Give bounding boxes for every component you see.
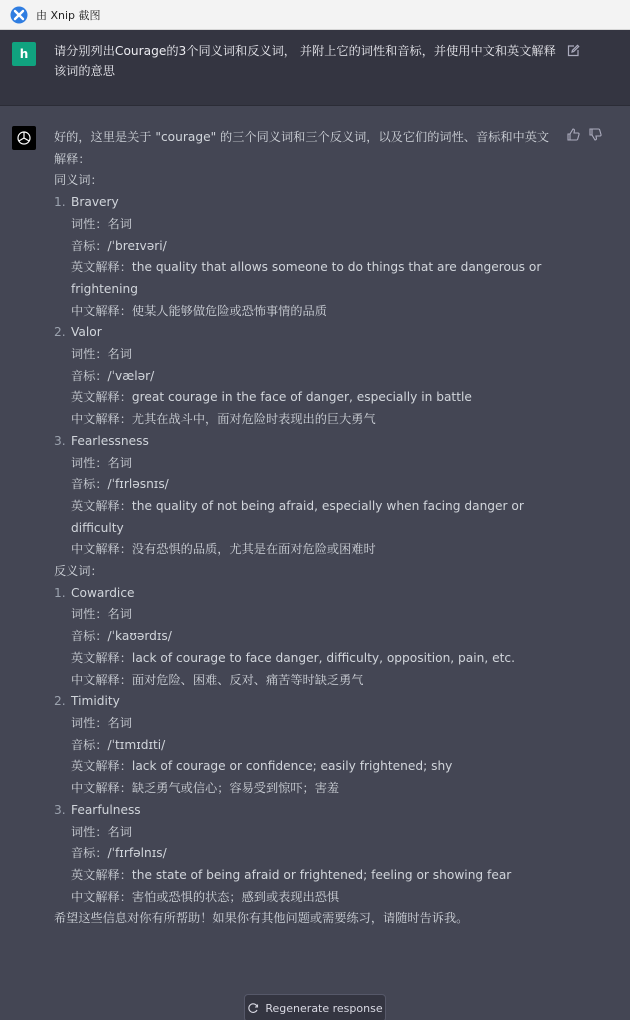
phonetic: 音标：/ˈkaʊərdɪs/ (71, 629, 172, 644)
reply-closing: 希望这些信息对你有所帮助！如果你有其他问题或需要练习，请随时告诉我。 (54, 911, 469, 926)
antonym-word: Cowardice (71, 585, 135, 600)
list-number: 2. (54, 694, 66, 709)
antonym-item (54, 691, 554, 800)
part-of-speech: 词性：名词 (71, 347, 132, 362)
list-number: 1. (54, 585, 66, 600)
window-titlebar (0, 0, 630, 30)
openai-logo-icon (12, 126, 36, 150)
english-definition: 英文解释：lack of courage to face danger, difficulty, opposition, pain, etc. (71, 650, 515, 665)
english-definition: 英文解释：lack of courage or confidence; easily frightened; shy (71, 759, 453, 774)
feedback-buttons (567, 128, 602, 141)
antonym-word: Fearfulness (71, 802, 141, 817)
refresh-icon (247, 1002, 259, 1014)
antonym-item (54, 583, 554, 692)
antonym-item (54, 800, 554, 909)
xnip-app-icon (10, 6, 28, 24)
synonym-item (54, 431, 554, 561)
list-number: 3. (54, 802, 66, 817)
chinese-definition: 中文解释：尤其在战斗中，面对危险时表现出的巨大勇气 (71, 412, 376, 427)
english-definition: 英文解释：the quality that allows someone to do things that are dangerous or frightening (71, 260, 542, 296)
english-definition: 英文解释：great courage in the face of danger, especially in battle (71, 390, 472, 405)
reply-intro: 好的，这里是关于 "courage" 的三个同义词和三个反义词，以及它们的词性、音标和中英文解释： (54, 130, 550, 166)
thumbs-up-icon[interactable] (567, 128, 580, 141)
antonyms-heading: 反义词： (54, 564, 103, 579)
part-of-speech: 词性：名词 (71, 824, 132, 839)
regenerate-response-button[interactable] (244, 994, 386, 1020)
chinese-definition: 中文解释：使某人能够做危险或恐怖事情的品质 (71, 303, 327, 318)
english-definition: 英文解释：the state of being afraid or frightened; feeling or showing fear (71, 867, 512, 882)
assistant-message (0, 106, 630, 1020)
list-number: 3. (54, 433, 66, 448)
user-message (0, 30, 630, 106)
part-of-speech: 词性：名词 (71, 715, 132, 730)
phonetic: 音标：/ˈtɪmɪdɪti/ (71, 737, 166, 752)
phonetic: 音标：/ˈfɪrləsnɪs/ (71, 477, 169, 492)
user-message-text: 请分别列出Courage的3个同义词和反义词， 并附上它的词性和音标，并使用中文和英文解释该词的意思 (54, 44, 556, 78)
chinese-definition: 中文解释：面对危险、困难、反对、痛苦等时缺乏勇气 (71, 672, 364, 687)
synonym-item (54, 322, 554, 431)
synonym-word: Valor (71, 325, 102, 340)
edit-icon[interactable] (566, 43, 580, 57)
english-definition: 英文解释：the quality of not being afraid, especially when facing danger or difficulty (71, 498, 524, 535)
phonetic: 音标：/ˈvælər/ (71, 368, 155, 383)
antonym-word: Timidity (71, 694, 120, 709)
user-avatar: h (12, 42, 36, 66)
list-number: 2. (54, 325, 66, 340)
list-number: 1. (54, 195, 66, 210)
assistant-reply (54, 127, 554, 930)
synonym-word: Bravery (71, 195, 119, 210)
chinese-definition: 中文解释：害怕或恐惧的状态；感到或表现出恐惧 (71, 889, 340, 904)
thumbs-down-icon[interactable] (589, 128, 602, 141)
window-title: 由 Xnip 截图 (36, 8, 101, 22)
synonyms-heading: 同义词： (54, 173, 103, 188)
phonetic: 音标：/ˈbreɪvəri/ (71, 238, 167, 253)
synonym-word: Fearlessness (71, 433, 149, 448)
part-of-speech: 词性：名词 (71, 607, 132, 622)
chinese-definition: 中文解释：缺乏勇气或信心；容易受到惊吓；害羞 (71, 781, 340, 796)
regenerate-label: Regenerate response (265, 1001, 383, 1015)
chinese-definition: 中文解释：没有恐惧的品质，尤其是在面对危险或困难时 (71, 542, 376, 557)
synonym-item (54, 192, 554, 322)
phonetic: 音标：/ˈfɪrfəlnɪs/ (71, 846, 167, 861)
part-of-speech: 词性：名词 (71, 216, 132, 231)
part-of-speech: 词性：名词 (71, 455, 132, 470)
